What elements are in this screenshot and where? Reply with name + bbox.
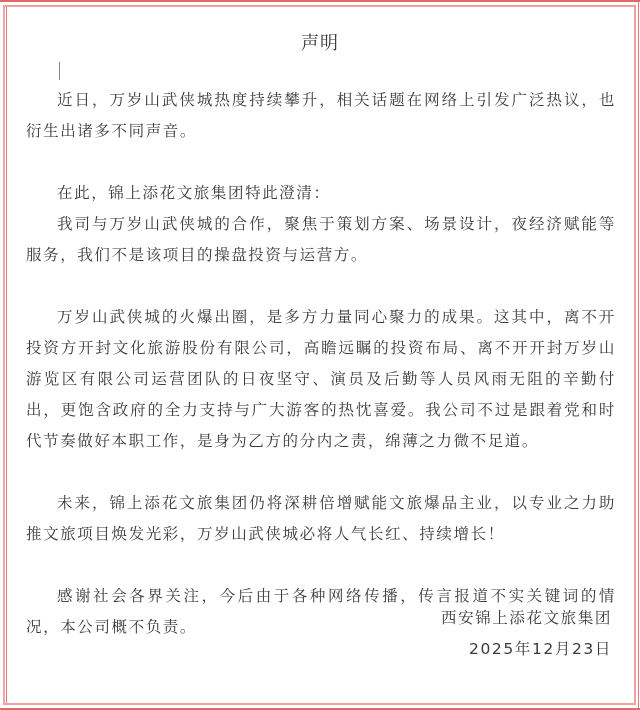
paragraph-clarification-lead: 在此，锦上添花文旅集团特此澄清：: [57, 184, 331, 202]
paragraph-cooperation-scope: 我司与万岁山武侠城的合作，聚焦于策划方案、场景设计，夜经济赋能等服务，我们不是该项目的操盘投资与运营方。: [26, 215, 616, 264]
paragraph-disclaimer: 感谢社会各界关注，今后由于各种网络传播，传言报道不实关键词的情况，本公司概不负责。: [26, 587, 616, 636]
text-cursor: [59, 62, 60, 80]
document-title: 声明: [301, 33, 339, 54]
paragraph-success-credits: 万岁山武侠城的火爆出圈，是多方力量同心聚力的成果。这其中，离不开投资方开封文化旅游股份有限公司，高瞻远瞩的投资布局、离不开开封万岁山游览区有限公司运营团队的日夜坚守、演员及后勤等人员风雨无阻的辛勤付出，更饱含政府的全力支持与广大游客的热忱喜爱。我公司不过是跟着党和时代节奏做好本职工作，是身为乙方的分内之责，绵薄之力微不足道。: [26, 308, 616, 450]
signature-block: [441, 603, 612, 665]
paragraph-future: 未来，锦上添花文旅集团仍将深耕倍增赋能文旅爆品主业，以专业之力助推文旅项目焕发光彩，万岁山武侠城必将人气长红、持续增长！: [26, 494, 616, 543]
signature-organization: 西安锦上添花文旅集团: [440, 609, 612, 627]
paragraph-intro: 近日，万岁山武侠城热度持续攀升，相关话题在网络上引发广泛热议，也衍生出诸多不同声音。: [26, 91, 616, 140]
signature-date: 2025年12月23日: [469, 640, 612, 658]
document-body[interactable]: [26, 85, 616, 643]
